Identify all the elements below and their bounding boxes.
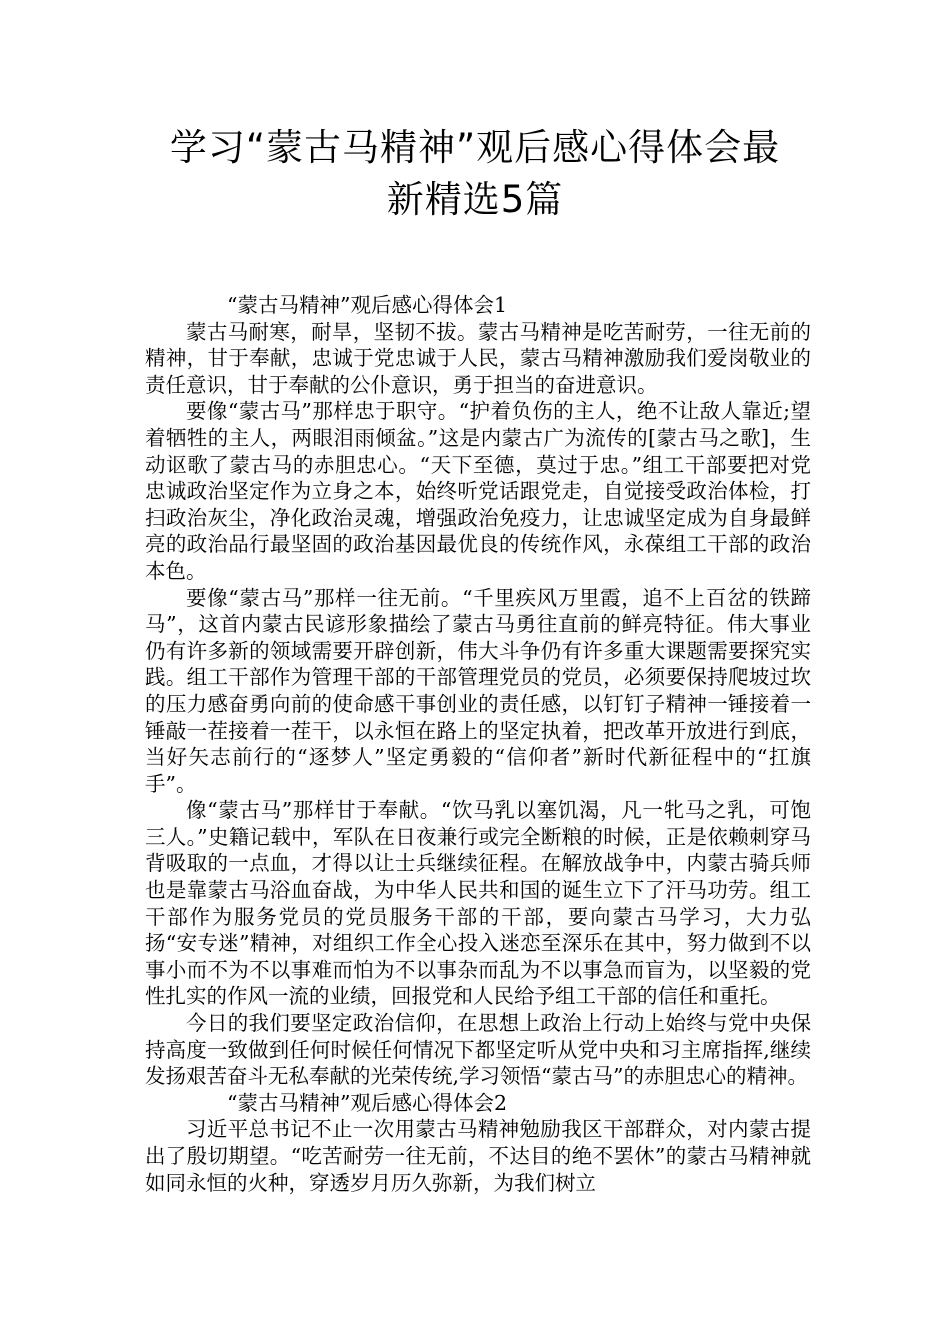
body-paragraph: 今日的我们要坚定政治信仰，在思想上政治上行动上始终与党中央保持高度一致做到任何时候任何情况下都坚定听从党中央和习主席指挥,继续发扬艰苦奋斗无私奉献的光荣传统,学习领悟“蒙古马”的赤胆忠心的精神。 <box>145 1011 811 1089</box>
body-paragraph: 习近平总书记不止一次用蒙古马精神勉励我区干部群众，对内蒙古提出了殷切期望。“吃苦耐劳一往无前，不达目的绝不罢休”的蒙古马精神就如同永恒的火种，穿透岁月历久弥新，为我们树立 <box>145 1117 811 1195</box>
title-line-2: 新精选5篇 <box>386 178 564 221</box>
document-body <box>145 292 811 1196</box>
body-paragraph: 要像“蒙古马”那样忠于职守。“护着负伤的主人，绝不让敌人靠近;望着牺牲的主人，两眼泪雨倾盆。”这是内蒙古广为流传的[蒙古马之歌]，生动讴歌了蒙古马的赤胆忠心。“天下至德，莫过于忠。”组工干部要把对党忠诚政治坚定作为立身之本，始终听党话跟党走，自觉接受政治体检，打扫政治灰尘，净化政治灵魂，增强政治免疫力，让忠诚坚定成为自身最鲜亮的政治品行最坚固的政治基因最优良的传统作风，永葆组工干部的政治本色。 <box>145 399 811 583</box>
section-heading-1: “蒙古马精神”观后感心得体会1 <box>227 293 508 317</box>
body-paragraph: 要像“蒙古马”那样一往无前。“千里疾风万里霞，追不上百岔的铁蹄马”，这首内蒙古民谚形象描绘了蒙古马勇往直前的鲜亮特征。伟大事业仍有许多新的领域需要开辟创新，伟大斗争仍有许多重大课题需要探究实践。组工干部作为管理干部的干部管理党员的党员，必须要保持爬坡过坎的压力感奋勇向前的使命感干事创业的责任感，以钉钉子精神一锤接着一锤敲一茬接着一茬干，以永恒在路上的坚定执着，把改革开放进行到底，当好矢志前行的“逐梦人”坚定勇毅的“信仰者”新时代新征程中的“扛旗手”。 <box>145 585 811 796</box>
body-paragraph: 像“蒙古马”那样甘于奉献。“饮马乳以塞饥渴，凡一牝马之乳，可饱三人。”史籍记载中，军队在日夜兼行或完全断粮的时候，正是依赖刺穿马背吸取的一点血，才得以让士兵继续征程。在解放战争中，内蒙古骑兵师也是靠蒙古马浴血奋战，为中华人民共和国的诞生立下了汗马功劳。组工干部作为服务党员的党员服务干部的干部，要向蒙古马学习，大力弘扬“安专迷”精神，对组织工作全心投入迷恋至深乐在其中，努力做到不以事小而不为不以事难而怕为不以事杂而乱为不以事急而盲为，以坚毅的党性扎实的作风一流的业绩，回报党和人民给予组工干部的信任和重托。 <box>145 798 811 1009</box>
title-line-1: 学习“蒙古马精神”观后感心得体会最 <box>169 126 781 169</box>
document-title <box>120 122 830 226</box>
section-heading-2: “蒙古马精神”观后感心得体会2 <box>227 1090 508 1115</box>
body-paragraph: 蒙古马耐寒，耐旱，坚韧不拔。蒙古马精神是吃苦耐劳，一往无前的精神，甘于奉献，忠诚于党忠诚于人民，蒙古马精神激励我们爱岗敬业的责任意识，甘于奉献的公仆意识，勇于担当的奋进意识。 <box>145 319 811 397</box>
